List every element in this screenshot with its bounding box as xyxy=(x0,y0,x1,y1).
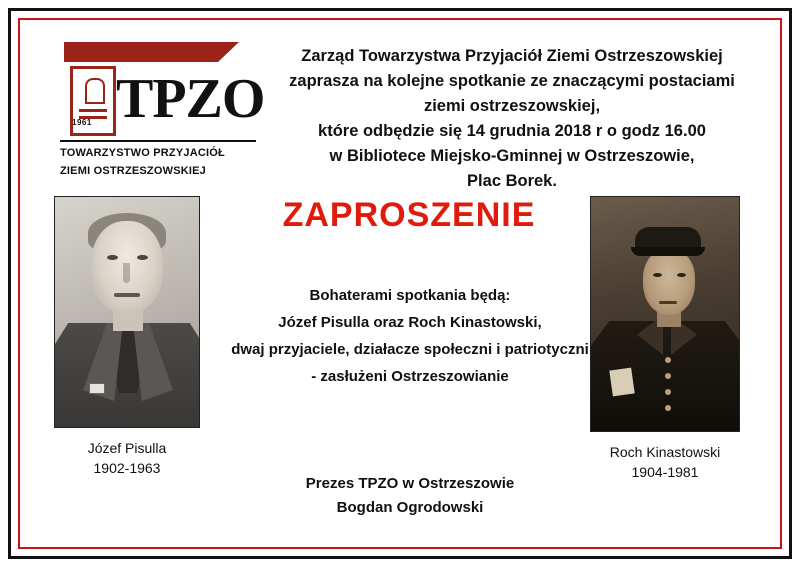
header-line-5: w Bibliotece Miejsko-Gminnej w Ostrzeszowie, xyxy=(329,147,695,165)
page-title: ZAPROSZENIE xyxy=(282,196,536,234)
portrait-right-armband xyxy=(609,368,634,397)
portrait-left-years: 1902-1963 xyxy=(93,460,161,476)
header-line-4: które odbędzie się 14 grudnia 2018 r o godz 16.00 xyxy=(318,122,706,140)
portrait-right-cap-visor xyxy=(631,247,705,256)
portrait-photo-roch-kinastowski xyxy=(590,196,740,432)
portrait-right-years: 1904-1981 xyxy=(631,464,699,480)
portrait-left-mouth xyxy=(114,293,140,297)
signature-block xyxy=(220,472,600,520)
header-line-2: zaprasza na kolejne spotkanie ze znaczącymi postaciami xyxy=(289,72,735,90)
logo-divider xyxy=(60,140,256,142)
logo-banner-shape xyxy=(64,42,254,64)
portrait-right-mouth xyxy=(659,301,677,304)
body-line-1: Bohaterami spotkania będą: xyxy=(309,287,511,304)
header-line-1: Zarząd Towarzystwa Przyjaciół Ziemi Ostrzeszowskiej xyxy=(301,47,723,65)
portrait-right-caption xyxy=(590,442,740,482)
logo-acronym: TPZO xyxy=(116,68,265,130)
portrait-left-name: Józef Pisulla xyxy=(87,440,167,456)
body-text xyxy=(220,282,600,390)
poster-content xyxy=(24,24,776,543)
header-text xyxy=(272,44,752,194)
portrait-right-face xyxy=(643,249,695,315)
portrait-left-caption xyxy=(54,438,200,478)
portrait-right-eye-left xyxy=(653,273,662,277)
portrait-photo-jozef-pisulla xyxy=(54,196,200,428)
logo-banner-bar xyxy=(64,42,239,62)
portrait-block-right xyxy=(590,196,740,482)
portrait-left-eye-left xyxy=(107,255,118,260)
logo-subtitle-line1: TOWARZYSTWO PRZYJACIÓŁ xyxy=(60,147,225,159)
body-line-2: Józef Pisulla oraz Roch Kinastowski, xyxy=(278,314,542,331)
signature-role: Prezes TPZO w Ostrzeszowie xyxy=(305,475,515,492)
body-line-4: - zasłużeni Ostrzeszowianie xyxy=(311,368,509,385)
tpzo-logo xyxy=(58,42,278,182)
portrait-right-buttons xyxy=(665,357,671,363)
portrait-left-pocket-badge xyxy=(89,383,105,394)
portrait-left-nose xyxy=(123,263,130,283)
logo-subtitle-line2: ZIEMI OSTRZESZOWSKIEJ xyxy=(60,165,206,177)
logo-main xyxy=(58,66,265,138)
header-line-6: Plac Borek. xyxy=(467,172,557,190)
logo-year: 1961 xyxy=(72,118,92,127)
portrait-block-left xyxy=(54,196,200,478)
header-line-3: ziemi ostrzeszowskiej, xyxy=(423,97,601,115)
portrait-right-eye-right xyxy=(677,273,686,277)
signature-name: Bogdan Ogrodowski xyxy=(336,499,484,516)
body-line-3: dwaj przyjaciele, działacze społeczni i patriotyczni xyxy=(231,341,589,358)
portrait-right-name: Roch Kinastowski xyxy=(609,444,721,460)
portrait-left-eye-right xyxy=(137,255,148,260)
